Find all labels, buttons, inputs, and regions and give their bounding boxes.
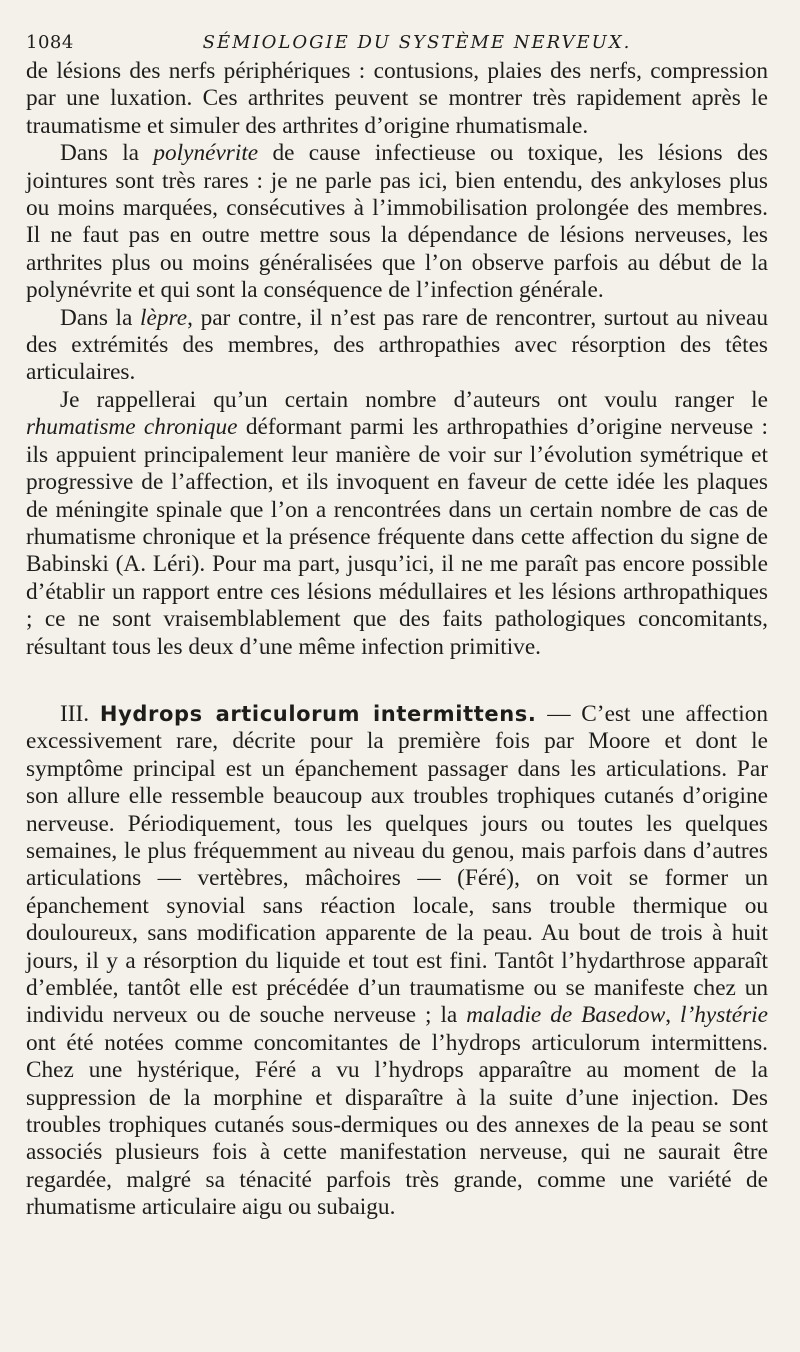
paragraph-lepre: Dans la lèpre, par contre, il n’est pas rare de rencontrer, surtout au niveau des extrémités des membres, des arthropathies avec résorption des têtes articulaires. [26,304,768,386]
paragraph-polynevrite: Dans la polynévrite de cause infectieuse ou toxique, les lésions des jointures sont très rares : je ne parle pas ici, bien entendu, des ankyloses plus ou moins marquées, consécutives à l’immobilisation prolongée des membres. Il ne faut pas en outre mettre sous la dépendance de lésions nerveuses, les arthrites plus ou moins généralisées que l’on observe parfois au début de la polynévrite et qui sont la conséquence de l’infection générale. [26,140,768,304]
emphasis-lepre: lèpre [140,304,188,331]
emphasis-rhumatisme: rhumatisme chronique [26,414,238,441]
paragraph-rhumatisme: Je rappellerai qu’un certain nombre d’auteurs ont voulu ranger le rhumatisme chronique déformant parmi les arthropathies d’origine nerveuse : ils appuient principalement leur manière de voir sur l’évolution symétrique et progressive de l’affection, et ils invoquent en faveur de cette idée les plaques de méningite spinale que l’on a rencontrées dans un certain nombre de cas de rhumatisme chronique et la présence fréquente dans cette affection du signe de Babinski (A. Léri). Pour ma part, jusqu’ici, il ne me paraît pas encore possible d’établir un rapport entre ces lésions médullaires et les lésions arthropathiques ; ce ne sont vraisemblablement que des faits pathologiques concomitants, résultant tous les deux d’une même infection primitive. [26,386,768,660]
running-title: SÉMIOLOGIE DU SYSTÈME NERVEUX. [202,32,632,53]
page-number: 1084 [26,32,74,53]
page-body [26,58,768,1222]
emphasis-hysterie: l’hystérie [680,1002,768,1029]
paragraph-continuation: de lésions des nerfs périphériques : contusions, plaies des nerfs, compression par une luxation. Ces arthrites peuvent se montrer très rapidement après le traumatisme et simuler des arthrites d’origine rhumatismale. [26,58,768,139]
section-number: III. [60,700,90,727]
emphasis-basedow: maladie de Basedow [466,1002,666,1029]
page-header [26,22,768,58]
section-hydrops: III. Hydrops articulorum intermittens. — C’est une affection excessivement rare, décrite pour la première fois par Moore et dont le symptôme principal est un épanchement passager dans les articulations. Par son allure elle ressemble beaucoup aux troubles trophiques cutanés d’origine nerveuse. Périodiquement, tous les quelques jours ou toutes les quelques semaines, le plus fréquemment au niveau du genou, mais parfois dans d’autres articulations — vertèbres, mâchoires — (Féré), on voit se former un épanchement synovial sans réaction locale, sans trouble thermique ou douloureux, sans modification apparente de la peau. Au bout de trois à huit jours, il y a résorption du liquide et tout est fini. Tantôt l’hydarthrose apparaît d’emblée, tantôt elle est précédée d’un traumatisme ou se manifeste chez un individu nerveux ou de souche nerveuse ; la maladie de Basedow, l’hystérie ont été notées comme concomitantes de l’hydrops articulorum intermittens. Chez une hystérique, Féré a vu l’hydrops apparaître au moment de la suppression de la morphine et disparaître à la suite d’une injection. Des troubles trophiques cutanés sous-dermiques ou des annexes de la peau se sont associés plusieurs fois à cette manifestation nerveuse, qui ne saurait être regardée, malgré sa ténacité parfois très grande, comme une variété de rhumatisme articulaire aigu ou subaigu. [26,700,768,1221]
section-title: Hydrops articulorum intermittens. [99,701,537,726]
emphasis-polynevrite: polynévrite [153,140,259,167]
